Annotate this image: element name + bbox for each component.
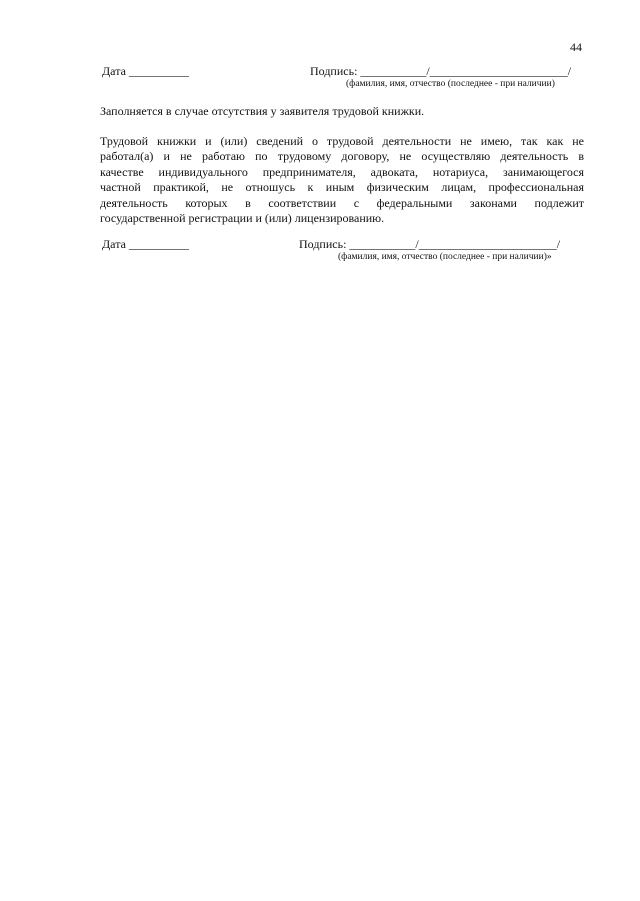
date-field: Дата __________ (102, 64, 189, 78)
signature-caption: (фамилия, имя, отчество (последнее - при наличии)» (338, 252, 552, 262)
date-field: Дата __________ (102, 237, 189, 251)
signature-block-top (100, 64, 584, 89)
signature-block-bottom (100, 237, 584, 262)
page-number: 44 (570, 40, 582, 54)
signature-field: Подпись: ___________/_______________________/ (310, 64, 572, 78)
paragraph-line: государственной регистрации и (или) лицензированию. (100, 210, 385, 225)
instruction-note: Заполняется в случае отсутствия у заявителя трудовой книжки. (100, 104, 425, 118)
paragraph-line: работал(а) и не работаю по трудовому договору, не осуществляю деятельность в (100, 149, 584, 164)
signature-caption: (фамилия, имя, отчество (последнее - при наличии) (346, 79, 555, 89)
paragraph-line: Трудовой книжки и (или) сведений о трудовой деятельности не имею, так как не (100, 134, 584, 148)
paragraph-line: частной практикой, не отношусь к иным физическим лицам, профессиональная (100, 180, 584, 195)
signature-line (100, 237, 584, 253)
declaration-paragraph (100, 134, 584, 226)
signature-line (100, 64, 584, 80)
signature-field: Подпись: ___________/_______________________/ (299, 237, 561, 251)
paragraph-line: качестве индивидуального предпринимателя, адвоката, нотариуса, занимающегося (100, 164, 584, 179)
paragraph-line: деятельность которых в соответствии с федеральными законами подлежит (100, 195, 584, 210)
